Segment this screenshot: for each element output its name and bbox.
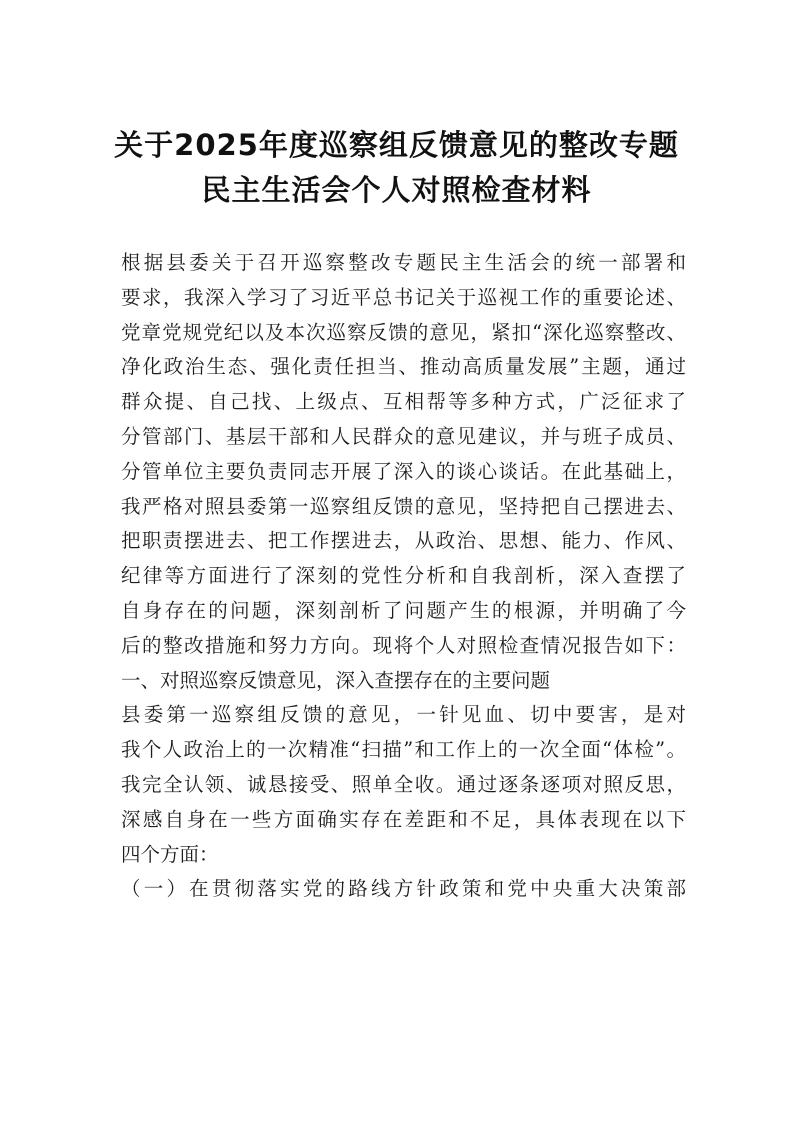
body-line: 县委第一巡察组反馈的意见，一针见血、切中要害，是对 <box>121 703 686 727</box>
section-heading-1: 一、对照巡察反馈意见，深入查摆存在的主要问题 <box>121 668 551 692</box>
body-line: 后的整改措施和努力方向。现将个人对照检查情况报告如下： <box>121 633 686 657</box>
body-line: 深感自身在一些方面确实存在差距和不足，具体表现在以下 <box>121 807 686 831</box>
body-line: 我个人政治上的一次精准“扫描”和工作上的一次全面“体检”。 <box>121 738 686 762</box>
body-line: 我完全认领、诚恳接受、照单全收。通过逐条逐项对照反思， <box>121 772 686 796</box>
body-line: 群众提、自己找、上级点、互相帮等多种方式，广泛征求了 <box>121 390 686 414</box>
body-line: 党章党规党纪以及本次巡察反馈的意见，紧扣“深化巡察整改、 <box>121 320 686 344</box>
body-line: 自身存在的问题，深刻剖析了问题产生的根源，并明确了今 <box>121 598 686 622</box>
body-line: 分管单位主要负责同志开展了深入的谈心谈话。在此基础上， <box>121 459 686 483</box>
body-line: 纪律等方面进行了深刻的党性分析和自我剖析，深入查摆了 <box>121 564 686 588</box>
body-line: 把职责摆进去、把工作摆进去，从政治、思想、能力、作风、 <box>121 529 686 553</box>
body-line: 净化政治生态、强化责任担当、推动高质量发展”主题，通过 <box>121 355 686 379</box>
body-line: 四个方面： <box>121 842 219 866</box>
subsection-heading-1: （一）在贯彻落实党的路线方针政策和党中央重大决策部 <box>121 877 686 901</box>
document-title-line-2: 民主生活会个人对照检查材料 <box>201 173 592 207</box>
body-line: 要求，我深入学习了习近平总书记关于巡视工作的重要论述、 <box>121 285 686 309</box>
body-line: 我严格对照县委第一巡察组反馈的意见，坚持把自己摆进去、 <box>121 494 686 518</box>
body-line: 分管部门、基层干部和人民群众的意见建议，并与班子成员、 <box>121 424 686 448</box>
document-title-line-1: 关于2025年度巡察组反馈意见的整改专题 <box>114 128 679 162</box>
body-line: 根据县委关于召开巡察整改专题民主生活会的统一部署和 <box>121 251 686 274</box>
document-body <box>121 246 686 907</box>
